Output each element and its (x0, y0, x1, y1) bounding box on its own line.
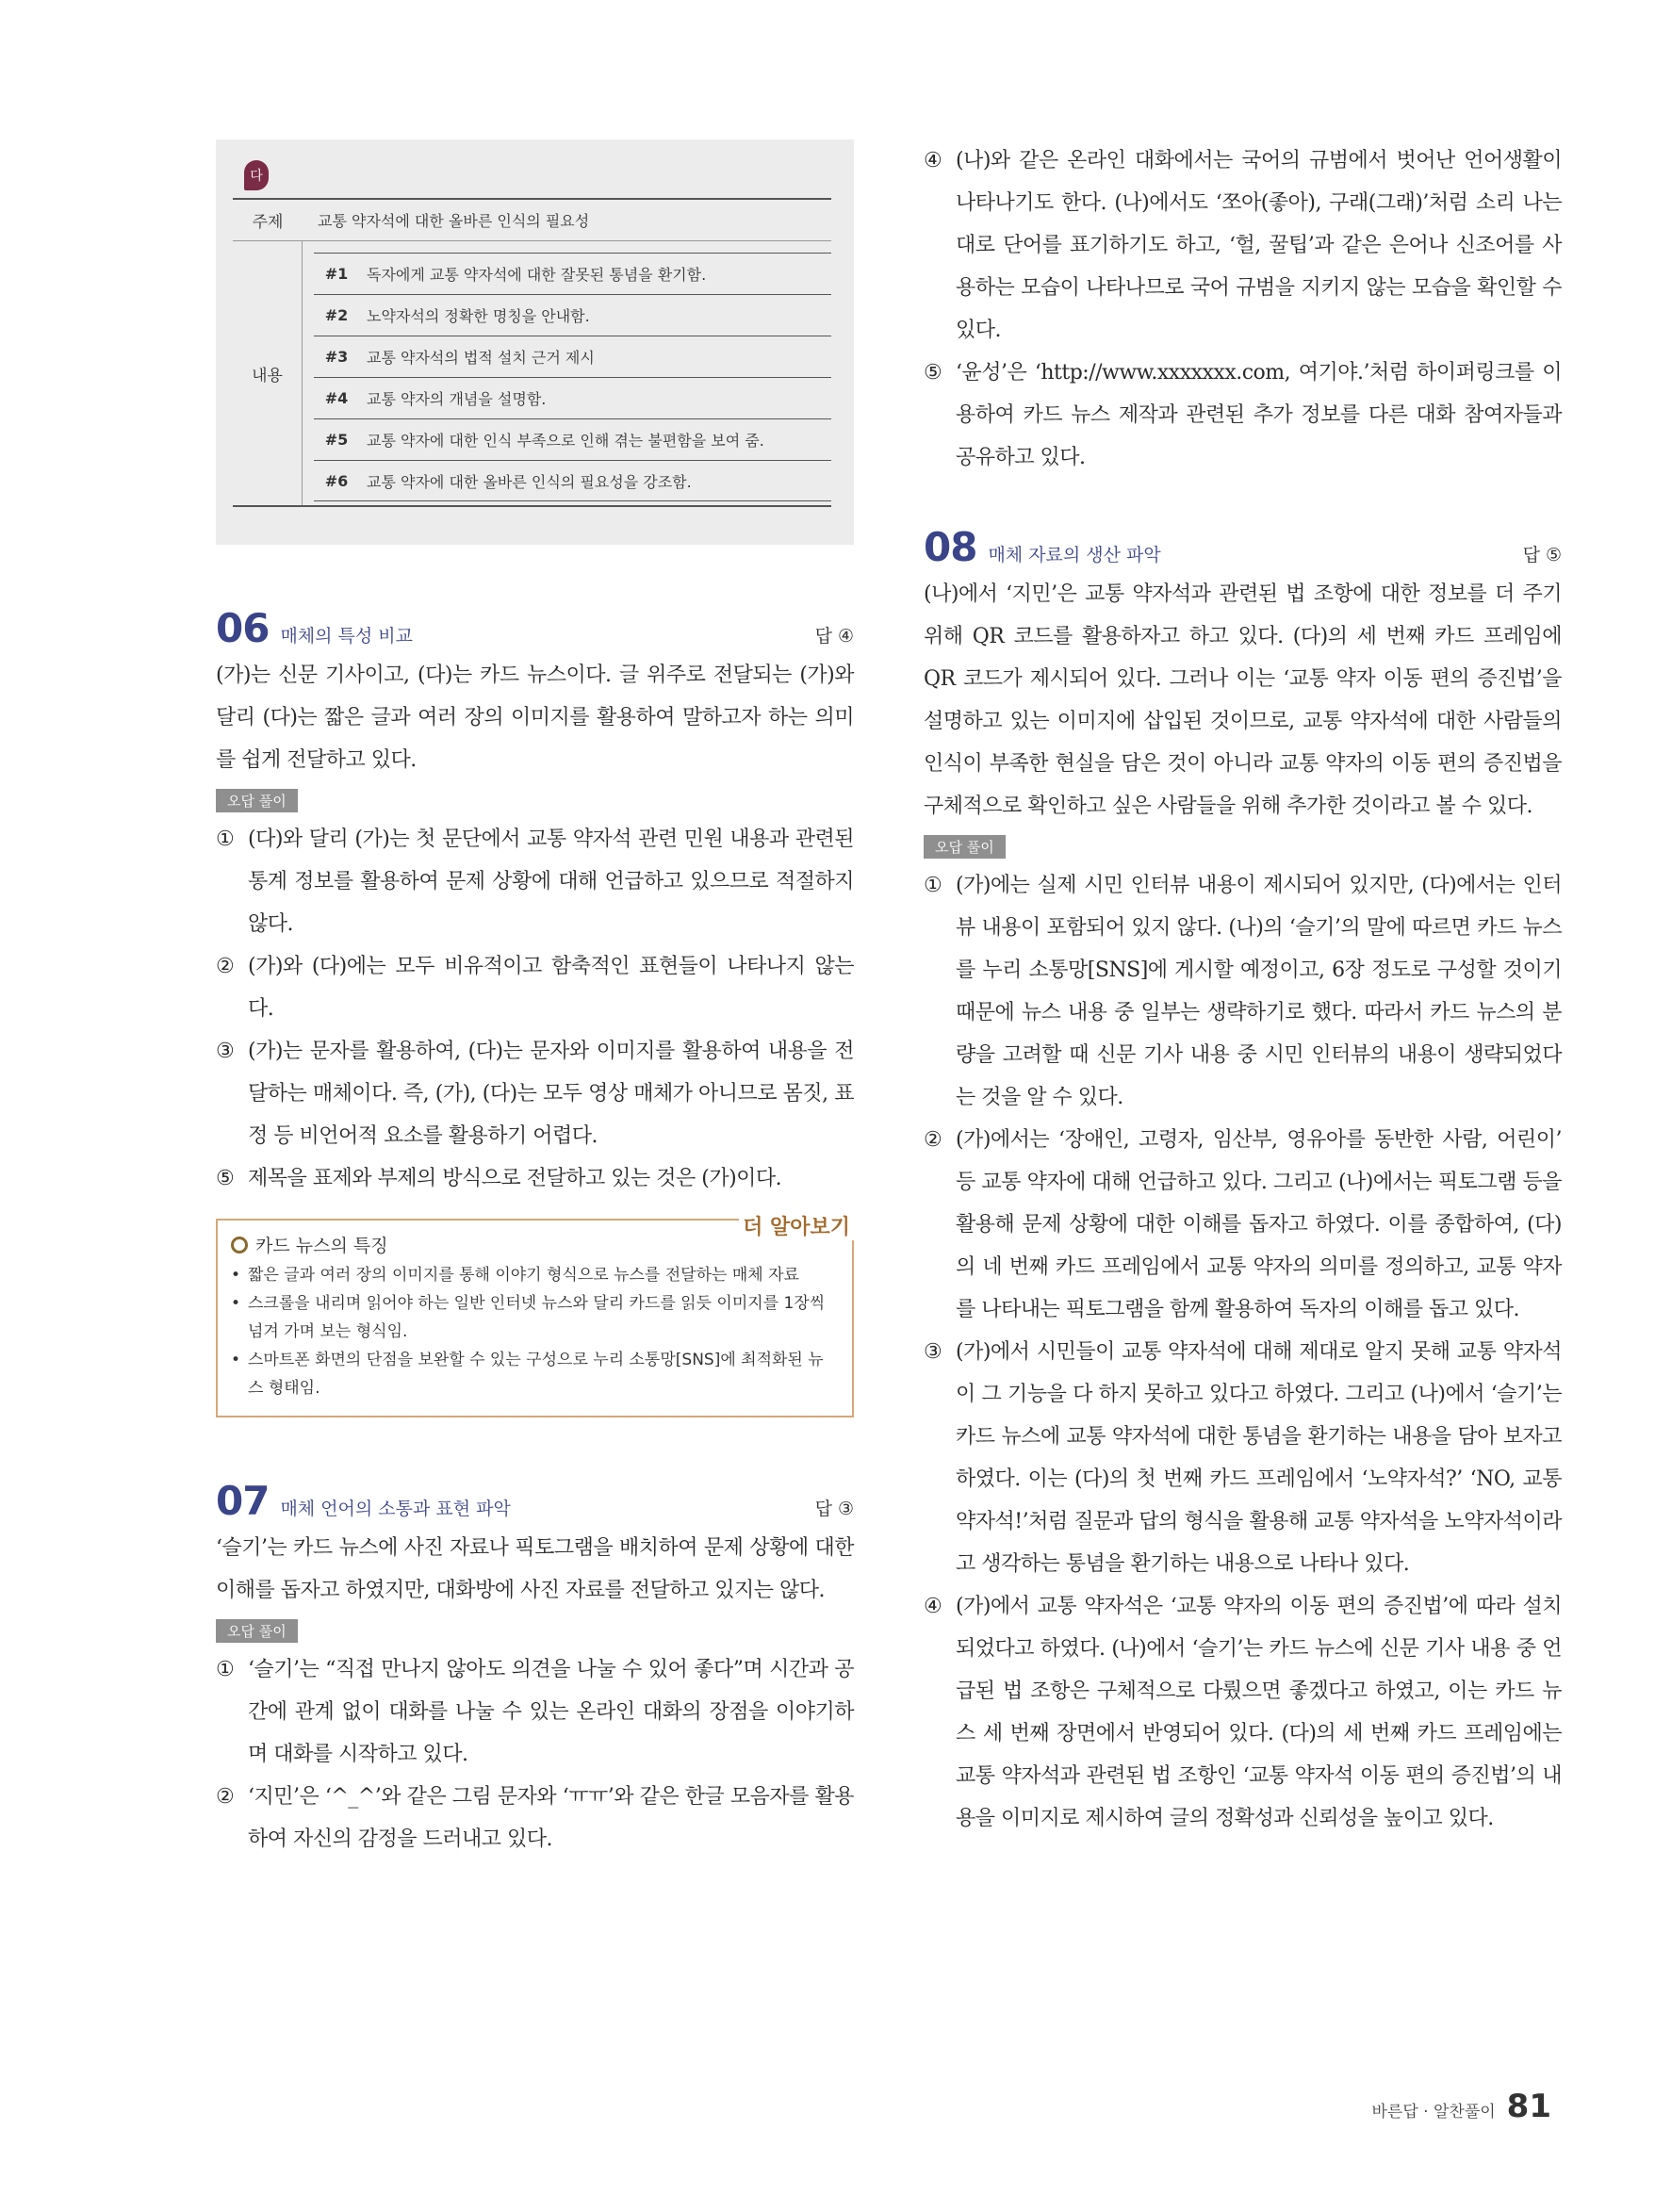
item-text: 교통 약자의 개념을 설명함. (367, 390, 547, 408)
option-marker: ④ (924, 149, 942, 172)
option-text: (가)에서는 ‘장애인, 고령자, 임산부, 영유아를 동반한 사람, 어린이’ 등 교통 약자에 대해 언급하고 있다. 그리고 (나)에서는 픽토그램 등을 활용해 문제 상황에 대한 이해를 돕자고 하였다. 이를 종합하여, (다)의 네 번째 카드 프레임에서 교통 약자의 의미를 정의하고, 교통 약자를 나타내는 픽토그램을 함께 활용하여 독자의 이해를 돕고 있다. (956, 1128, 1562, 1321)
section-title: 매체 자료의 생산 파악 (988, 545, 1161, 565)
more-item-text: 스마트폰 화면의 단점을 보완할 수 있는 구성으로 누리 소통망[SNS]에 최적화된 뉴스 형태임. (248, 1351, 824, 1398)
section-number: 06 (216, 605, 270, 651)
footer-text: 바른답 · 알찬풀이 (1371, 2103, 1496, 2122)
option (924, 1331, 1562, 1585)
content-item (314, 377, 831, 418)
wrong-answer-tag: 오답 풀이 (216, 1619, 298, 1643)
content-item (314, 294, 831, 336)
summary-badge: 다 (244, 160, 269, 190)
option (216, 1776, 854, 1860)
option-marker: ⑤ (216, 1167, 235, 1190)
wrong-answer-tag: 오답 풀이 (216, 789, 298, 812)
section-07 (216, 1478, 854, 1860)
content-items (303, 241, 831, 505)
item-num: #3 (324, 348, 349, 366)
option-marker: ③ (924, 1340, 942, 1364)
section-header (924, 524, 1562, 573)
right-column (924, 139, 1562, 1840)
more-label: 더 알아보기 (739, 1211, 854, 1240)
item-num: #6 (324, 471, 349, 490)
option (924, 1119, 1562, 1331)
option (924, 139, 1562, 352)
option-marker: ③ (216, 1040, 235, 1063)
content-label: 내용 (233, 241, 303, 505)
more-item: • 스크롤을 내리며 읽어야 하는 일반 인터넷 뉴스와 달리 카드를 읽듯 이미지를 1장씩 넘겨 가며 보는 형식임. (231, 1289, 839, 1346)
option-marker: ② (216, 955, 235, 978)
topic-label: 주제 (252, 213, 284, 232)
section-06 (216, 605, 854, 1417)
more-info (216, 1216, 854, 1417)
summary-box (216, 139, 854, 545)
left-column (216, 139, 854, 1860)
option-marker: ⑤ (924, 361, 942, 385)
option (924, 864, 1562, 1119)
item-num: #2 (324, 306, 349, 324)
topic-value: 교통 약자석에 대한 올바른 인식의 필요성 (318, 212, 590, 230)
wrong-answer-tag: 오답 풀이 (924, 835, 1006, 859)
item-text: 교통 약자에 대한 올바른 인식의 필요성을 강조함. (367, 472, 692, 491)
item-text: 교통 약자에 대한 인식 부족으로 인해 겪는 불편함을 보여 줌. (367, 432, 764, 450)
section-answer: 답 ③ (814, 1499, 854, 1519)
summary-table (233, 198, 831, 507)
more-item-text: 스크롤을 내리며 읽어야 하는 일반 인터넷 뉴스와 달리 카드를 읽듯 이미지를 1장씩 넘겨 가며 보는 형식임. (248, 1294, 826, 1341)
content-item (314, 336, 831, 377)
section-title: 매체 언어의 소통과 표현 파악 (280, 1499, 511, 1519)
option-marker: ② (216, 1785, 235, 1809)
option-text: (가)에는 실제 시민 인터뷰 내용이 제시되어 있지만, (다)에서는 인터뷰 내용이 포함되어 있지 않다. (나)의 ‘슬기’의 말에 따르면 카드 뉴스를 누리 소통망[SNS]에 게시할 예정이고, 6장 정도로 구성할 것이기 때문에 뉴스 내용 중 일부는 생략하기로 했다. 따라서 카드 뉴스의 분량을 고려할 때 신문 기사 내용 중 시민 인터뷰의 내용이 생략되었다는 것을 알 수 있다. (956, 874, 1562, 1109)
item-text: 독자에게 교통 약자석에 대한 잘못된 통념을 환기함. (367, 266, 707, 284)
summary-content-row (233, 241, 831, 507)
option-text: (나)와 같은 온라인 대화에서는 국어의 규범에서 벗어난 언어생활이 나타나기도 한다. (나)에서도 ‘쪼아(좋아), 구래(그래)’처럼 소리 나는 대로 단어를 표기하기도 하고, ‘헐, 꿀팁’과 같은 은어나 신조어를 사용하는 모습이 나타나므로 국어 규범을 지키지 않는 모습을 확인할 수 있다. (956, 149, 1562, 342)
option-text: (다)와 달리 (가)는 첫 문단에서 교통 약자석 관련 민원 내용과 관련된 통계 정보를 활용하여 문제 상황에 대해 언급하고 있으므로 적절하지 않다. (248, 827, 854, 936)
option-text: ‘윤성’은 ‘http://www.xxxxxxx.com, 여기야.’처럼 하이퍼링크를 이용하여 카드 뉴스 제작과 관련된 추가 정보를 다른 대화 참여자들과 공유하고 있다. (956, 361, 1562, 469)
section-number: 07 (216, 1478, 270, 1524)
option-text: (가)와 (다)에는 모두 비유적이고 함축적인 표현들이 나타나지 않는다. (248, 955, 854, 1021)
option-marker: ① (216, 827, 235, 851)
more-title: 카드 뉴스의 특징 (255, 1236, 388, 1256)
item-num: #1 (324, 265, 349, 283)
option-text: 제목을 표제와 부제의 방식으로 전달하고 있는 것은 (가)이다. (248, 1167, 782, 1190)
more-item: • 스마트폰 화면의 단점을 보완할 수 있는 구성으로 누리 소통망[SNS]에 최적화된 뉴스 형태임. (231, 1346, 839, 1402)
section-number: 08 (924, 524, 977, 570)
option-marker: ① (216, 1658, 235, 1681)
option (924, 1585, 1562, 1840)
section-body: (가)는 신문 기사이고, (다)는 카드 뉴스이다. 글 위주로 전달되는 (가)와 달리 (다)는 짧은 글과 여러 장의 이미지를 활용하여 말하고자 하는 의미를 쉽게 전달하고 있다. (216, 664, 854, 772)
item-num: #4 (324, 389, 349, 407)
content-item (314, 253, 831, 294)
magnifier-icon (231, 1237, 248, 1253)
option (216, 1030, 854, 1157)
summary-topic-row (233, 200, 831, 241)
option-marker: ① (924, 874, 942, 897)
section-title: 매체의 특성 비교 (280, 626, 414, 647)
section-answer: 답 ⑤ (1522, 545, 1562, 565)
option-marker: ④ (924, 1595, 942, 1618)
option (216, 1157, 854, 1200)
section-08 (924, 524, 1562, 1840)
option-text: (가)는 문자를 활용하여, (다)는 문자와 이미지를 활용하여 내용을 전달하는 매체이다. 즉, (가), (다)는 모두 영상 매체가 아니므로 몸짓, 표정 등 비언어적 요소를 활용하기 어렵다. (248, 1040, 854, 1148)
content-item (314, 460, 831, 501)
option (924, 352, 1562, 479)
section-answer: 답 ④ (814, 626, 854, 647)
section-body: (나)에서 ‘지민’은 교통 약자석과 관련된 법 조항에 대한 정보를 더 주기 위해 QR 코드를 활용하자고 하고 있다. (다)의 세 번째 카드 프레임에 QR 코드가 제시되어 있다. 그러나 이는 ‘교통 약자 이동 편의 증진법’을 설명하고 있는 이미지에 삽입된 것이므로, 교통 약자석에 대한 사람들의 인식이 부족한 현실을 담은 것이 아니라 교통 약자의 이동 편의 증진법을 구체적으로 확인하고 싶은 사람들을 위해 추가한 것이라고 볼 수 있다. (924, 582, 1562, 818)
option (216, 1648, 854, 1776)
section-header (216, 605, 854, 654)
section-body: ‘슬기’는 카드 뉴스에 사진 자료나 픽토그램을 배치하여 문제 상황에 대한 이해를 돕자고 하였지만, 대화방에 사진 자료를 전달하고 있지는 않다. (216, 1536, 854, 1602)
content-item (314, 418, 831, 460)
more-item: • 짧은 글과 여러 장의 이미지를 통해 이야기 형식으로 뉴스를 전달하는 매체 자료 (231, 1261, 839, 1289)
option-text: (가)에서 시민들이 교통 약자석에 대해 제대로 알지 못해 교통 약자석이 그 기능을 다 하지 못하고 있다고 하였다. 그리고 (나)에서 ‘슬기’는 카드 뉴스에 교통 약자석에 대한 통념을 환기하는 내용을 담아 보자고 하였다. 이는 (다)의 첫 번째 카드 프레임에서 ‘노약자석?’ ‘NO, 교통 약자석!’처럼 질문과 답의 형식을 활용해 교통 약자석을 노약자석이라고 생각하는 통념을 환기하는 내용으로 나타나 있다. (956, 1340, 1562, 1576)
page-footer (1372, 2088, 1552, 2125)
option-text: (가)에서 교통 약자석은 ‘교통 약자의 이동 편의 증진법’에 따라 설치되었다고 하였다. (나)에서 ‘슬기’는 카드 뉴스에 신문 기사 내용 중 언급된 법 조항은 구체적으로 다뤘으면 좋겠다고 하였고, 이는 카드 뉴스 세 번째 장면에서 반영되어 있다. (다)의 세 번째 카드 프레임에는 교통 약자석과 관련된 법 조항인 ‘교통 약자석 이동 편의 증진법’의 내용을 이미지로 제시하여 글의 정확성과 신뢰성을 높이고 있다. (956, 1595, 1562, 1830)
item-num: #5 (324, 431, 349, 449)
more-item-text: 짧은 글과 여러 장의 이미지를 통해 이야기 형식으로 뉴스를 전달하는 매체 자료 (248, 1266, 799, 1285)
item-text: 노약자석의 정확한 명칭을 안내함. (367, 307, 590, 325)
more-box (216, 1219, 854, 1417)
option (216, 818, 854, 945)
page-number: 81 (1506, 2088, 1551, 2125)
item-text: 교통 약자석의 법적 설치 근거 제시 (367, 349, 595, 367)
option-marker: ② (924, 1128, 942, 1152)
option-text: ‘슬기’는 “직접 만나지 않아도 의견을 나눌 수 있어 좋다”며 시간과 공간에 관계 없이 대화를 나눌 수 있는 온라인 대화의 장점을 이야기하며 대화를 시작하고 있다. (248, 1658, 854, 1766)
option (216, 945, 854, 1030)
section-header (216, 1478, 854, 1527)
option-text: ‘지민’은 ‘^_^’와 같은 그림 문자와 ‘ㅠㅠ’와 같은 한글 모음자를 활용하여 자신의 감정을 드러내고 있다. (248, 1785, 854, 1851)
